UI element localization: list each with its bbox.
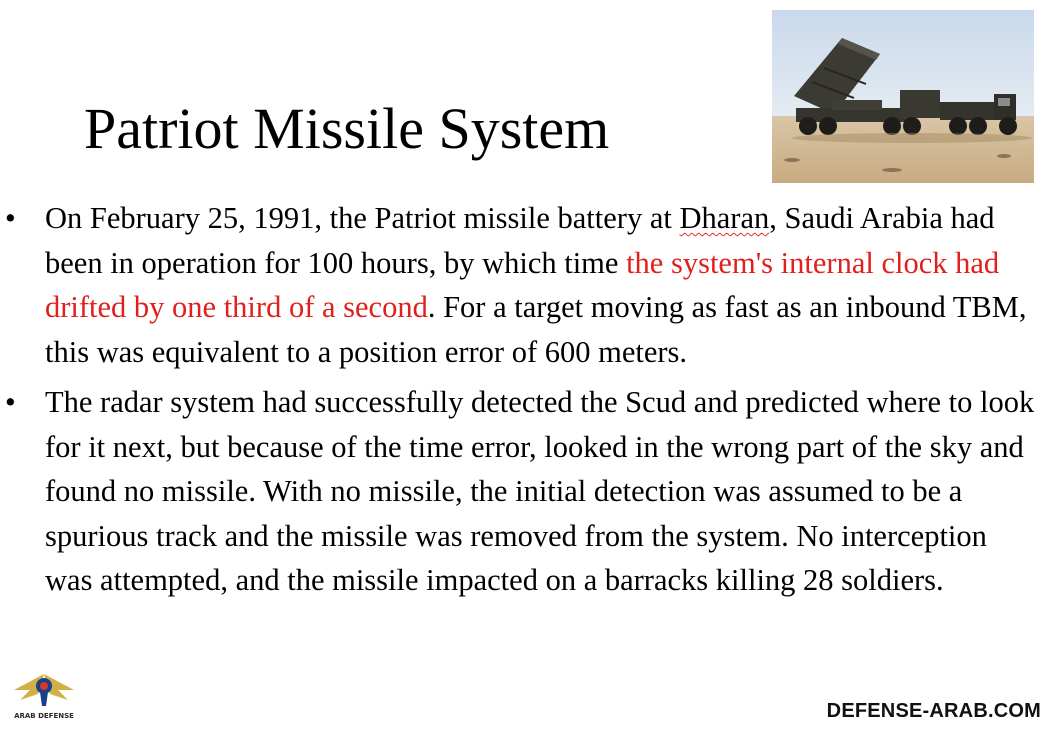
highlighted-text: the system's internal clock had drifted by one third of a second <box>45 245 1000 324</box>
watermark-logo <box>6 660 82 726</box>
bullet-marker: • <box>5 385 16 419</box>
bullet-list <box>0 196 1040 609</box>
patriot-launcher-photo <box>772 10 1034 183</box>
watermark-site: DEFENSE-ARAB.COM <box>826 700 1041 722</box>
slide-title: Patriot Missile System <box>84 96 610 161</box>
bullet-text: , Saudi Arabia had been in operation for 100 hours, by which time <box>45 201 995 280</box>
bullet-item <box>0 196 1040 374</box>
watermark-logo-text: ARAB DEFENSE <box>14 712 74 720</box>
bullet-text: On February 25, 1991, the Patriot missile battery at <box>45 201 680 235</box>
bullet-marker: • <box>5 201 16 235</box>
bullet-text: . For a target moving as fast as an inbound TBM, this was equivalent to a position error of 600 meters. <box>45 290 1027 369</box>
place-name: Dharan <box>679 201 770 235</box>
bullet-item <box>0 380 1040 603</box>
bullet-text: The radar system had successfully detected the Scud and predicted where to look for it next, but because of the time error, looked in the wrong part of the sky and found no missile. With no missile, the initial detection was assumed to be a spurious track and the missile was removed from the system. No interception was attempted, and the missile impacted on a barracks killing 28 soldiers. <box>45 385 1035 597</box>
